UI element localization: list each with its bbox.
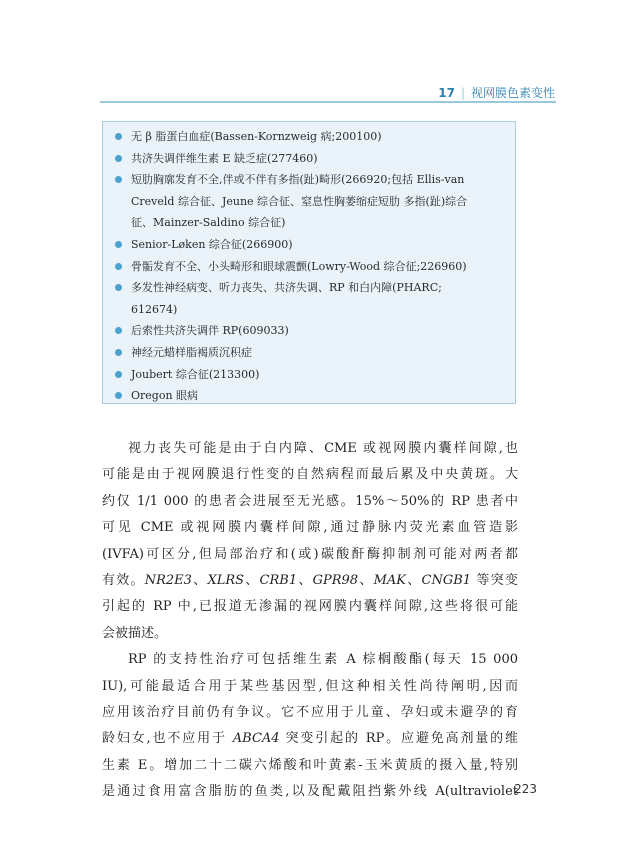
gene-name: CRB1 [259, 573, 298, 589]
text-segment: 、 [358, 573, 374, 589]
chapter-title: 视网膜色素变性 [470, 86, 555, 100]
text-line: 会被描述。 [102, 625, 168, 641]
header-separator: | [460, 86, 465, 100]
list-item [115, 364, 505, 386]
bullet-dot-icon [115, 241, 122, 248]
list-item [115, 320, 505, 342]
text-segment: 、 [191, 573, 208, 589]
bullet-dot-icon [115, 284, 122, 291]
list-item [115, 126, 505, 148]
text-line: IU),可能最适合用于某些基因型,但这种相关性尚待阐明,因而 [102, 678, 518, 694]
list-item-text: 多发性神经病变、听力丧失、共济失调、RP 和白内障(PHARC; [131, 281, 442, 295]
header-rule [100, 101, 556, 103]
text-line [102, 726, 518, 752]
text-line [102, 568, 518, 594]
text-segment: 、 [244, 573, 260, 589]
list-item [115, 169, 505, 234]
syndrome-list [103, 122, 515, 407]
list-item-text: 无 β 脂蛋白血症(Bassen-Kornzweig 病;200100) [131, 130, 382, 143]
text-line: 可见 CME 或视网膜内囊样间隙,通过静脉内荧光素血管造影 [102, 520, 518, 536]
text-line: 约仅 1/1 000 的患者会进展至无光感。15%～50%的 RP 患者中 [102, 493, 518, 509]
list-item-text: 612674) [131, 302, 178, 316]
list-item-text: Senior-Løken 综合征(266900) [131, 237, 293, 251]
list-item [115, 342, 505, 364]
list-item [115, 256, 505, 278]
list-item-text: Oregon 眼病 [131, 389, 199, 403]
text-line: 是通过食用富含脂肪的鱼类,以及配戴阻挡紫外线 A(ultraviolet [102, 784, 518, 800]
list-item [115, 234, 505, 256]
text-line: RP 的支持性治疗可包括维生素 A 棕榈酸酯(每天 15 000 [128, 652, 518, 668]
text-line: 视力丧失可能是由于白内障、CME 或视网膜内囊样间隙,也 [128, 441, 518, 456]
list-item-text: 短肋胸廓发育不全,伴或不伴有多指(趾)畸形(266920;包括 Ellis-van [131, 173, 465, 187]
paragraph-2 [102, 647, 518, 805]
bullet-dot-icon [115, 263, 122, 270]
list-item-text: Joubert 综合征(213300) [131, 367, 260, 381]
list-item [115, 148, 505, 170]
gene-name: XLRS [207, 573, 245, 589]
bullet-dot-icon [115, 349, 122, 356]
header-text [438, 84, 555, 101]
text-segment: 有效。 [102, 573, 145, 589]
list-item-text: Creveld 综合征、Jeune 综合征、窒息性胸萎缩症短肋 多指(趾)综合 [131, 194, 468, 208]
list-item-text: 神经元蜡样脂褐质沉积症 [131, 345, 252, 359]
text-line: 应用该治疗目前仍有争议。它不应用于儿童、孕妇或未避孕的育 [102, 705, 518, 721]
text-segment: 、 [297, 573, 313, 589]
page-number: 223 [514, 782, 537, 796]
bullet-dot-icon [115, 133, 122, 140]
bullet-dot-icon [115, 371, 122, 378]
list-item [115, 385, 505, 407]
list-item-text: 共济失调伴维生素 E 缺乏症(277460) [131, 151, 318, 165]
body-text [102, 436, 518, 806]
gene-name: MAK [373, 573, 406, 589]
bullet-dot-icon [115, 392, 122, 399]
list-item-text: 征、Mainzer-Saldino 综合征) [131, 216, 286, 230]
bullet-dot-icon [115, 327, 122, 334]
syndrome-list-box [102, 121, 516, 404]
list-item-text: 后索性共济失调伴 RP(609033) [131, 324, 289, 338]
paragraph-1 [102, 436, 518, 647]
gene-name: NR2E3 [144, 573, 192, 589]
text-line: 生素 E。增加二十二碳六烯酸和叶黄素-玉米黄质的摄入量,特别 [102, 757, 518, 773]
list-item [115, 277, 505, 320]
gene-name: ABCA4 [232, 731, 280, 747]
text-segment: 龄妇女,也不应用于 [102, 731, 233, 747]
text-segment: 、 [406, 573, 422, 589]
text-line: 可能是由于视网膜退行性变的自然病程而最后累及中央黄斑。大 [102, 467, 518, 483]
bullet-dot-icon [115, 176, 122, 183]
chapter-number: 17 [438, 86, 455, 100]
gene-name: CNGB1 [421, 573, 472, 589]
text-segment: 等突变 [471, 573, 518, 589]
bullet-dot-icon [115, 155, 122, 162]
text-segment: 突变引起的 RP。应避免高剂量的维 [279, 731, 518, 747]
gene-name: GPR98 [312, 573, 359, 589]
text-line: 引起的 RP 中,已报道无渗漏的视网膜内囊样间隙,这些将很可能 [102, 599, 518, 615]
text-line: (IVFA)可区分,但局部治疗和(或)碳酸酐酶抑制剂可能对两者都 [102, 546, 518, 562]
list-item-text: 骨骺发育不全、小头畸形和眼球震颤(Lowry-Wood 综合征;226960) [131, 259, 467, 273]
running-header [0, 84, 619, 114]
